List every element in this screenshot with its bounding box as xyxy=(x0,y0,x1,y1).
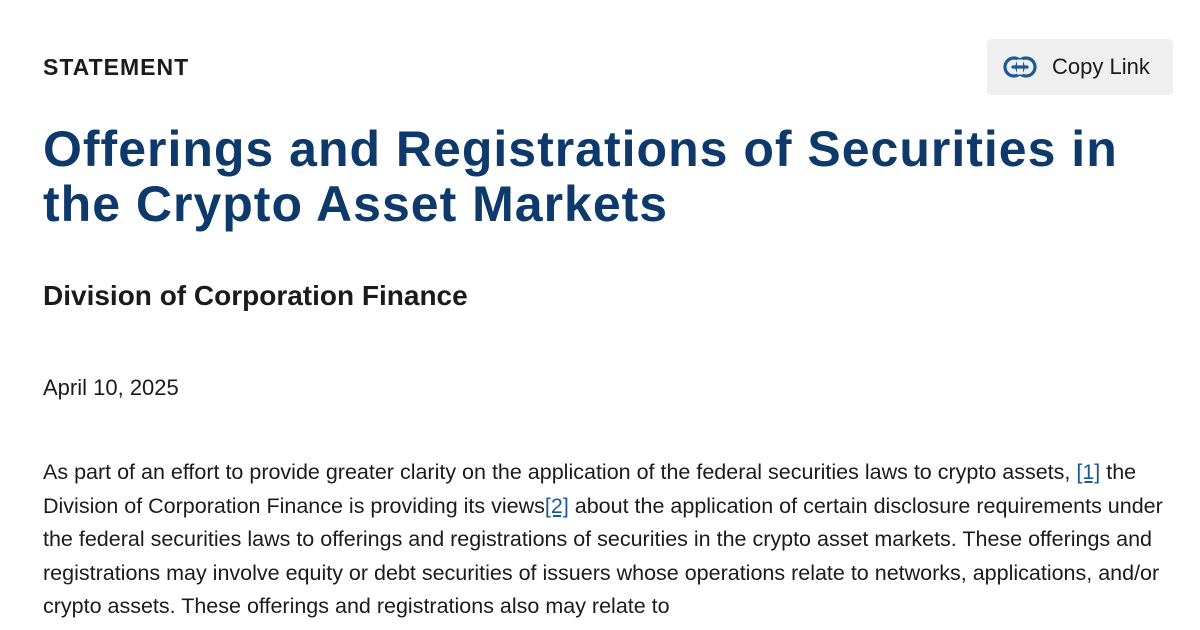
copy-link-button[interactable] xyxy=(987,39,1173,95)
footnote-link-2[interactable]: [2] xyxy=(544,493,569,518)
author-division: Division of Corporation Finance xyxy=(43,280,468,311)
link-icon xyxy=(1003,55,1039,79)
footnote-link-1[interactable]: [1] xyxy=(1076,460,1101,484)
page-title: Offerings and Registrations of Securities in the Crypto Asset Markets xyxy=(43,121,1118,232)
body-paragraph xyxy=(43,456,1173,624)
content-type-label: STATEMENT xyxy=(43,54,190,80)
copy-link-label: Copy Link xyxy=(1052,54,1150,79)
body-text-part-3: about the application of certain disclosure requirements under the federal securities laws to offerings and registrations of securities in the crypto asset markets. These offerings and registrations may involve equity or debt securities of issuers whose operations relate to networks, applications, and/or crypto assets. These offerings and registrations also may relate to xyxy=(43,493,1163,618)
publish-date: April 10, 2025 xyxy=(43,375,179,400)
body-text-part-2: the Division of Corporation Finance is providing its views xyxy=(43,460,1137,518)
body-text-part-1: As part of an effort to provide greater clarity on the application of the federal securities laws to crypto assets, xyxy=(43,460,1077,484)
